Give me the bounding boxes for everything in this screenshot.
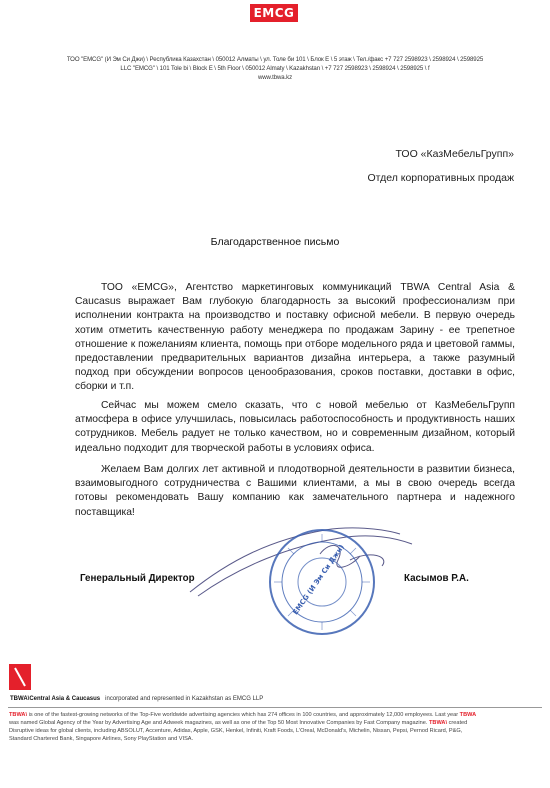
signer-name: Касымов Р.А. (404, 573, 469, 584)
footer-brand-1: TBWA\ (9, 712, 28, 718)
addressee-department: Отдел корпоративных продаж (367, 172, 514, 184)
tbwa-caption-text: incorporated and represented in Kazakhstan as EMCG LLP (105, 696, 264, 702)
tbwa-brand: TBWA\Central Asia & Caucasus (10, 696, 101, 702)
footer-text (9, 711, 543, 743)
stamp-text: EMCG (И Эм Си Джи) (291, 543, 346, 617)
tbwa-caption (10, 696, 263, 702)
footer-line-2-text: was named Global Agency of the Year by Advertising Age and Adweek magazines, as well as one of the Top 50 Most Innovative Companies by Fast Company magazine. (9, 720, 428, 726)
emcg-logo: EMCG (250, 4, 298, 22)
footer-line-2-end: created (448, 720, 468, 726)
footer-line-4: Standard Chartered Bank, Singapore Airlines, Sony PlayStation and VISA. (9, 736, 194, 742)
header-address-ru: ТОО "EMCG" (И Эм Си Джи) \ Республика Казахстан \ 050012 Алматы \ ул. Толе би 101 \ Блок Е \ 5 этаж \ Тел./факс +7 727 2598923 \ 2598924 \ 2598925 (66, 56, 484, 63)
tbwa-logo-icon (9, 664, 31, 690)
signer-position: Генеральный Директор (80, 573, 195, 584)
footer-line-2 (9, 719, 543, 727)
footer-brand-2: TBWA\ (429, 720, 448, 726)
paragraph-1: ТОО «EMCG», Агентство маркетинговых коммуникаций TBWA Central Asia & Caucasus выражает Вам глубокую благодарность за высокий профессионализм при исполнении контракта на производство и поставку офисной мебели. В первую очередь хотим отметить качественную работу менеджера по продажам Зарину - ее трепетное отношение к пожеланиям клиента, помощь при отборе модельного ряда и цветовой гаммы, предоставлении предварительных вариантов дизайна интерьера, а также разумный подход при обсуждении вопросов ценообразования, сроков поставки, доставки в офис, сборки и т.п. (75, 282, 515, 393)
footer-line-1 (9, 711, 543, 719)
header-website: www.tbwa.kz (257, 74, 293, 81)
footer-line-3: Disruptive ideas for global clients, including ABSOLUT, Accenture, Adidas, Apple, GSK, Henkel, Infiniti, Kraft Foods, L'Oreal, McDonald's, Michelin, Nissan, Pepsi, Pernod Ricard, P&G, (9, 728, 463, 734)
addressee-company: ТОО «КазМебельГрупп» (395, 148, 514, 160)
company-stamp (262, 522, 382, 642)
paragraph-2: Сейчас мы можем смело сказать, что с новой мебелью от КазМебельГрупп атмосфера в офисе улучшилась, повысилась работоспособность и продуктивность наших сотрудников. Мебель радует не только качеством, но и современным дизайном, который идеально подходит для творческой работы в условиях офиса. (75, 400, 515, 454)
header-address-en: LLC "EMCG" \ 101 Tole bi \ Block E \ 5th Floor \ 050012 Almaty \ Kazakhstan \ +7 727 2598923 \ 2598924 \ 2598925 \ f (120, 65, 430, 72)
footer-divider (8, 707, 542, 708)
paragraph-3: Желаем Вам долгих лет активной и плодотворной деятельности в развитии бизнеса, взаимовыгодного сотрудничества с Вашими клиентами, а мы в свою очередь всегда готовы рекомендовать Вашу компанию как замечательного партнера и надежного поставщика! (75, 464, 515, 518)
footer-brand-1b: TBWA (459, 712, 477, 718)
footer-line-1-text: is one of the fastest-growing networks of the Top-Five worldwide advertising agencies which has 274 offices in 100 countries, and approximately 12,000 employees. Last year (28, 712, 459, 718)
letter-title: Благодарственное письмо (210, 236, 340, 248)
